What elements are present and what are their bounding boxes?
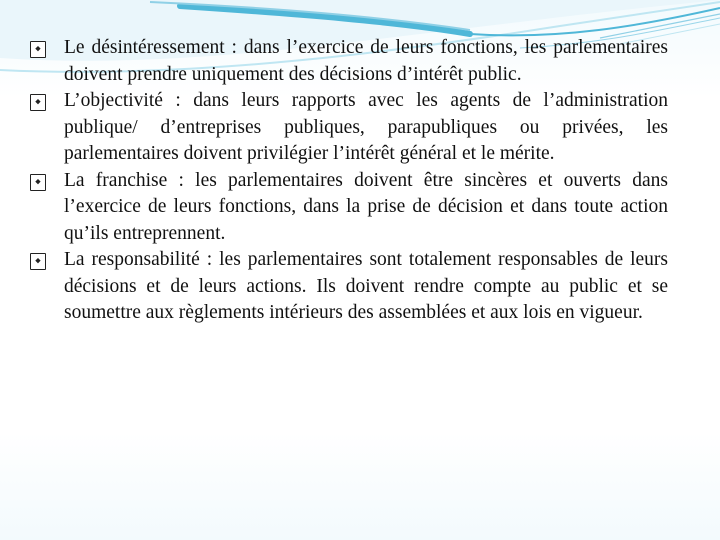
- bullet-list: [30, 35, 668, 327]
- unknown-glyph-icon: [30, 41, 46, 58]
- bullet-item-franchise: [30, 168, 668, 248]
- bullet-text: Le désintéressement : dans l’exercice de leurs fonctions, les parlementaires doivent prendre uniquement des décisions d’intérêt public.: [64, 37, 668, 85]
- bullet-text: La responsabilité : les parlementaires sont totalement responsables de leurs décisions et de leurs actions. Ils doivent rendre compte au public et se soumettre aux règlements intérieurs des assemblées et aux lois en vigueur.: [64, 249, 668, 323]
- unknown-glyph-icon: [30, 94, 46, 111]
- bullet-item-objectivite: [30, 88, 668, 168]
- bullet-text: La franchise : les parlementaires doivent être sincères et ouverts dans l’exercice de leurs fonctions, dans la prise de décision et dans toute action qu’ils entreprennent.: [64, 169, 668, 244]
- unknown-glyph-icon: [30, 253, 46, 270]
- bullet-item-responsabilite: [30, 247, 668, 327]
- unknown-glyph-icon: [30, 174, 46, 191]
- bullet-item-desinteressement: [30, 35, 668, 88]
- bullet-text: L’objectivité : dans leurs rapports avec les agents de l’administration publique/ d’entreprises publiques, parapubliques ou privées, les parlementaires doivent privilégier l’intérêt général et le mérite.: [64, 90, 668, 164]
